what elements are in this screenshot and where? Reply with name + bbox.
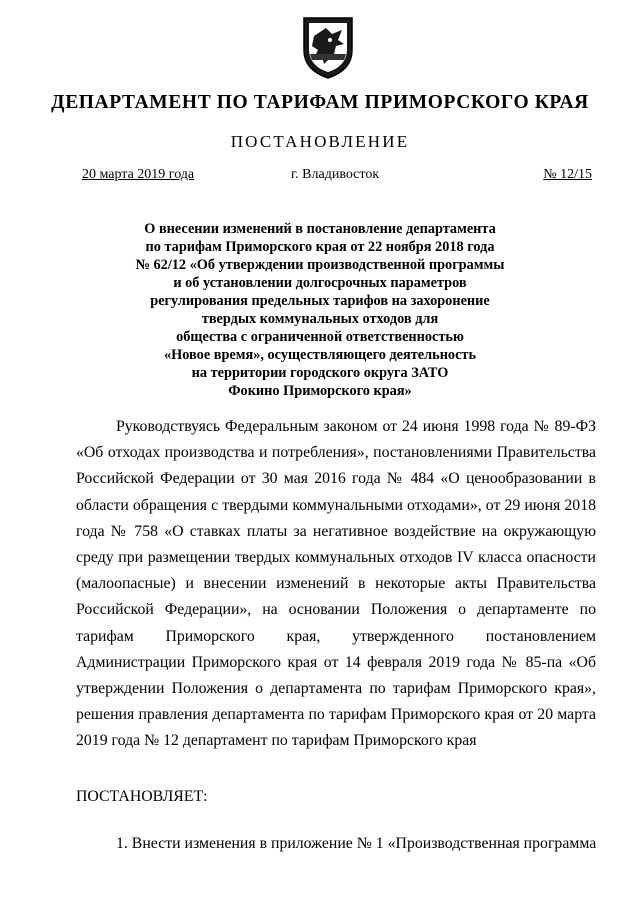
subject-line: «Новое время», осуществляющего деятельность bbox=[163, 347, 477, 363]
item-1: 1. Внести изменения в приложение № 1 «Производственная программа bbox=[116, 835, 597, 852]
document-type: ПОСТАНОВЛЕНИЕ bbox=[230, 132, 410, 151]
subject-line: № 62/12 «Об утверждении производственной программы bbox=[135, 257, 505, 273]
document-number: № 12/15 bbox=[543, 167, 592, 182]
subject-line: Фокино Приморского края» bbox=[228, 383, 412, 399]
department-title: ДЕПАРТАМЕНТ ПО ТАРИФАМ ПРИМОРСКОГО КРАЯ bbox=[51, 92, 589, 113]
document-subject bbox=[80, 220, 560, 400]
subject-line: по тарифам Приморского края от 22 ноября 2018 года bbox=[145, 239, 495, 255]
subject-line: регулирования предельных тарифов на захоронение bbox=[150, 293, 490, 309]
subject-line: общества с ограниченной ответственностью bbox=[176, 329, 464, 345]
coat-of-arms-icon bbox=[300, 14, 356, 80]
subject-line: твердых коммунальных отходов для bbox=[201, 311, 439, 327]
subject-line: О внесении изменений в постановление департамента bbox=[144, 221, 496, 237]
document-city: г. Владивосток bbox=[291, 167, 380, 182]
document-date: 20 марта 2019 года bbox=[82, 167, 195, 182]
subject-line: на территории городского округа ЗАТО bbox=[191, 365, 449, 381]
preamble-paragraph: Руководствуясь Федеральным законом от 24 июня 1998 года № 89-ФЗ «Об отходах производства и потребления», постановлениями Правительства Российской Федерации от 30 мая 2016 года № 484 «О ценообразовании в области обращения с твердыми коммунальными отходами», от 29 июня 2018 года № 758 «О ставках платы за негативное воздействие на окружающую среду при размещении твердых коммунальных отходов IV класса опасности (малоопасные) и внесении изменений в некоторые акты Правительства Российской Федерации», на основании Положения о департаменте по тарифам Приморского края, утвержденного постановлением Администрации Приморского края от 14 февраля 2019 года № 85-па «Об утверждении Положения о департамента по тарифам Приморского края», решения правления департамента по тарифам Приморского края от 20 марта 2019 года № 12 департамент по тарифам Приморского края bbox=[76, 418, 596, 750]
subject-line: и об установлении долгосрочных параметров bbox=[173, 275, 467, 291]
resolves-heading: ПОСТАНОВЛЯЕТ: bbox=[76, 788, 208, 805]
